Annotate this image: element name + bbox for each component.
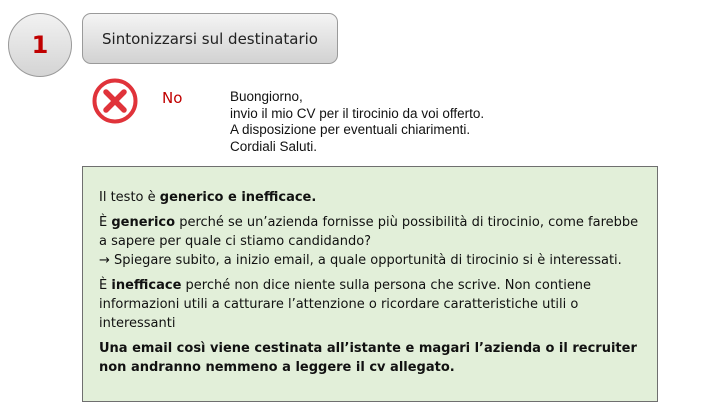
explanation-text: perché non dice niente sulla persona che scrive. Non contiene informazioni utili a catturare l’attenzione o ricordare caratteristiche utili o interessanti	[99, 278, 592, 331]
explanation-text: perché se un’azienda fornisse più possibilità di tirocinio, come farebbe a sapere per quale ci stiamo candidando?	[99, 215, 639, 249]
step-number-badge	[8, 13, 72, 77]
explanation-emphasis: generico e inefficace.	[159, 190, 317, 205]
email-line: Buongiorno,	[230, 89, 303, 104]
slide-title-box	[82, 13, 338, 64]
email-line: A disposizione per eventuali chiarimenti.	[230, 122, 471, 137]
step-number: 1	[31, 31, 49, 59]
explanation-emphasis: generico	[111, 215, 176, 230]
email-line: invio il mio CV per il tirocinio da voi offerto.	[230, 105, 485, 121]
explanation-tip: → Spiegare subito, a inizio email, a quale opportunità di tirocinio si è interessati.	[99, 253, 622, 268]
email-line: Cordiali Saluti.	[230, 138, 318, 154]
explanation-text: È	[99, 215, 112, 230]
explanation-conclusion: Una email così viene cestinata all’istante e magari l’azienda o il recruiter non andranno nemmeno a leggere il cv allegato.	[99, 341, 637, 375]
explanation-paragraph	[99, 339, 641, 377]
slide-title: Sintonizzarsi sul destinatario	[102, 29, 318, 48]
email-example	[230, 89, 560, 155]
explanation-paragraph	[99, 213, 641, 270]
explanation-paragraph	[99, 276, 641, 333]
explanation-box	[82, 166, 658, 402]
x-circle-icon	[90, 76, 140, 126]
explanation-paragraph	[99, 188, 641, 207]
explanation-text: È	[99, 278, 112, 293]
verdict-label: No	[162, 89, 183, 107]
explanation-emphasis: inefficace	[111, 278, 182, 293]
explanation-text: Il testo è	[99, 190, 160, 205]
